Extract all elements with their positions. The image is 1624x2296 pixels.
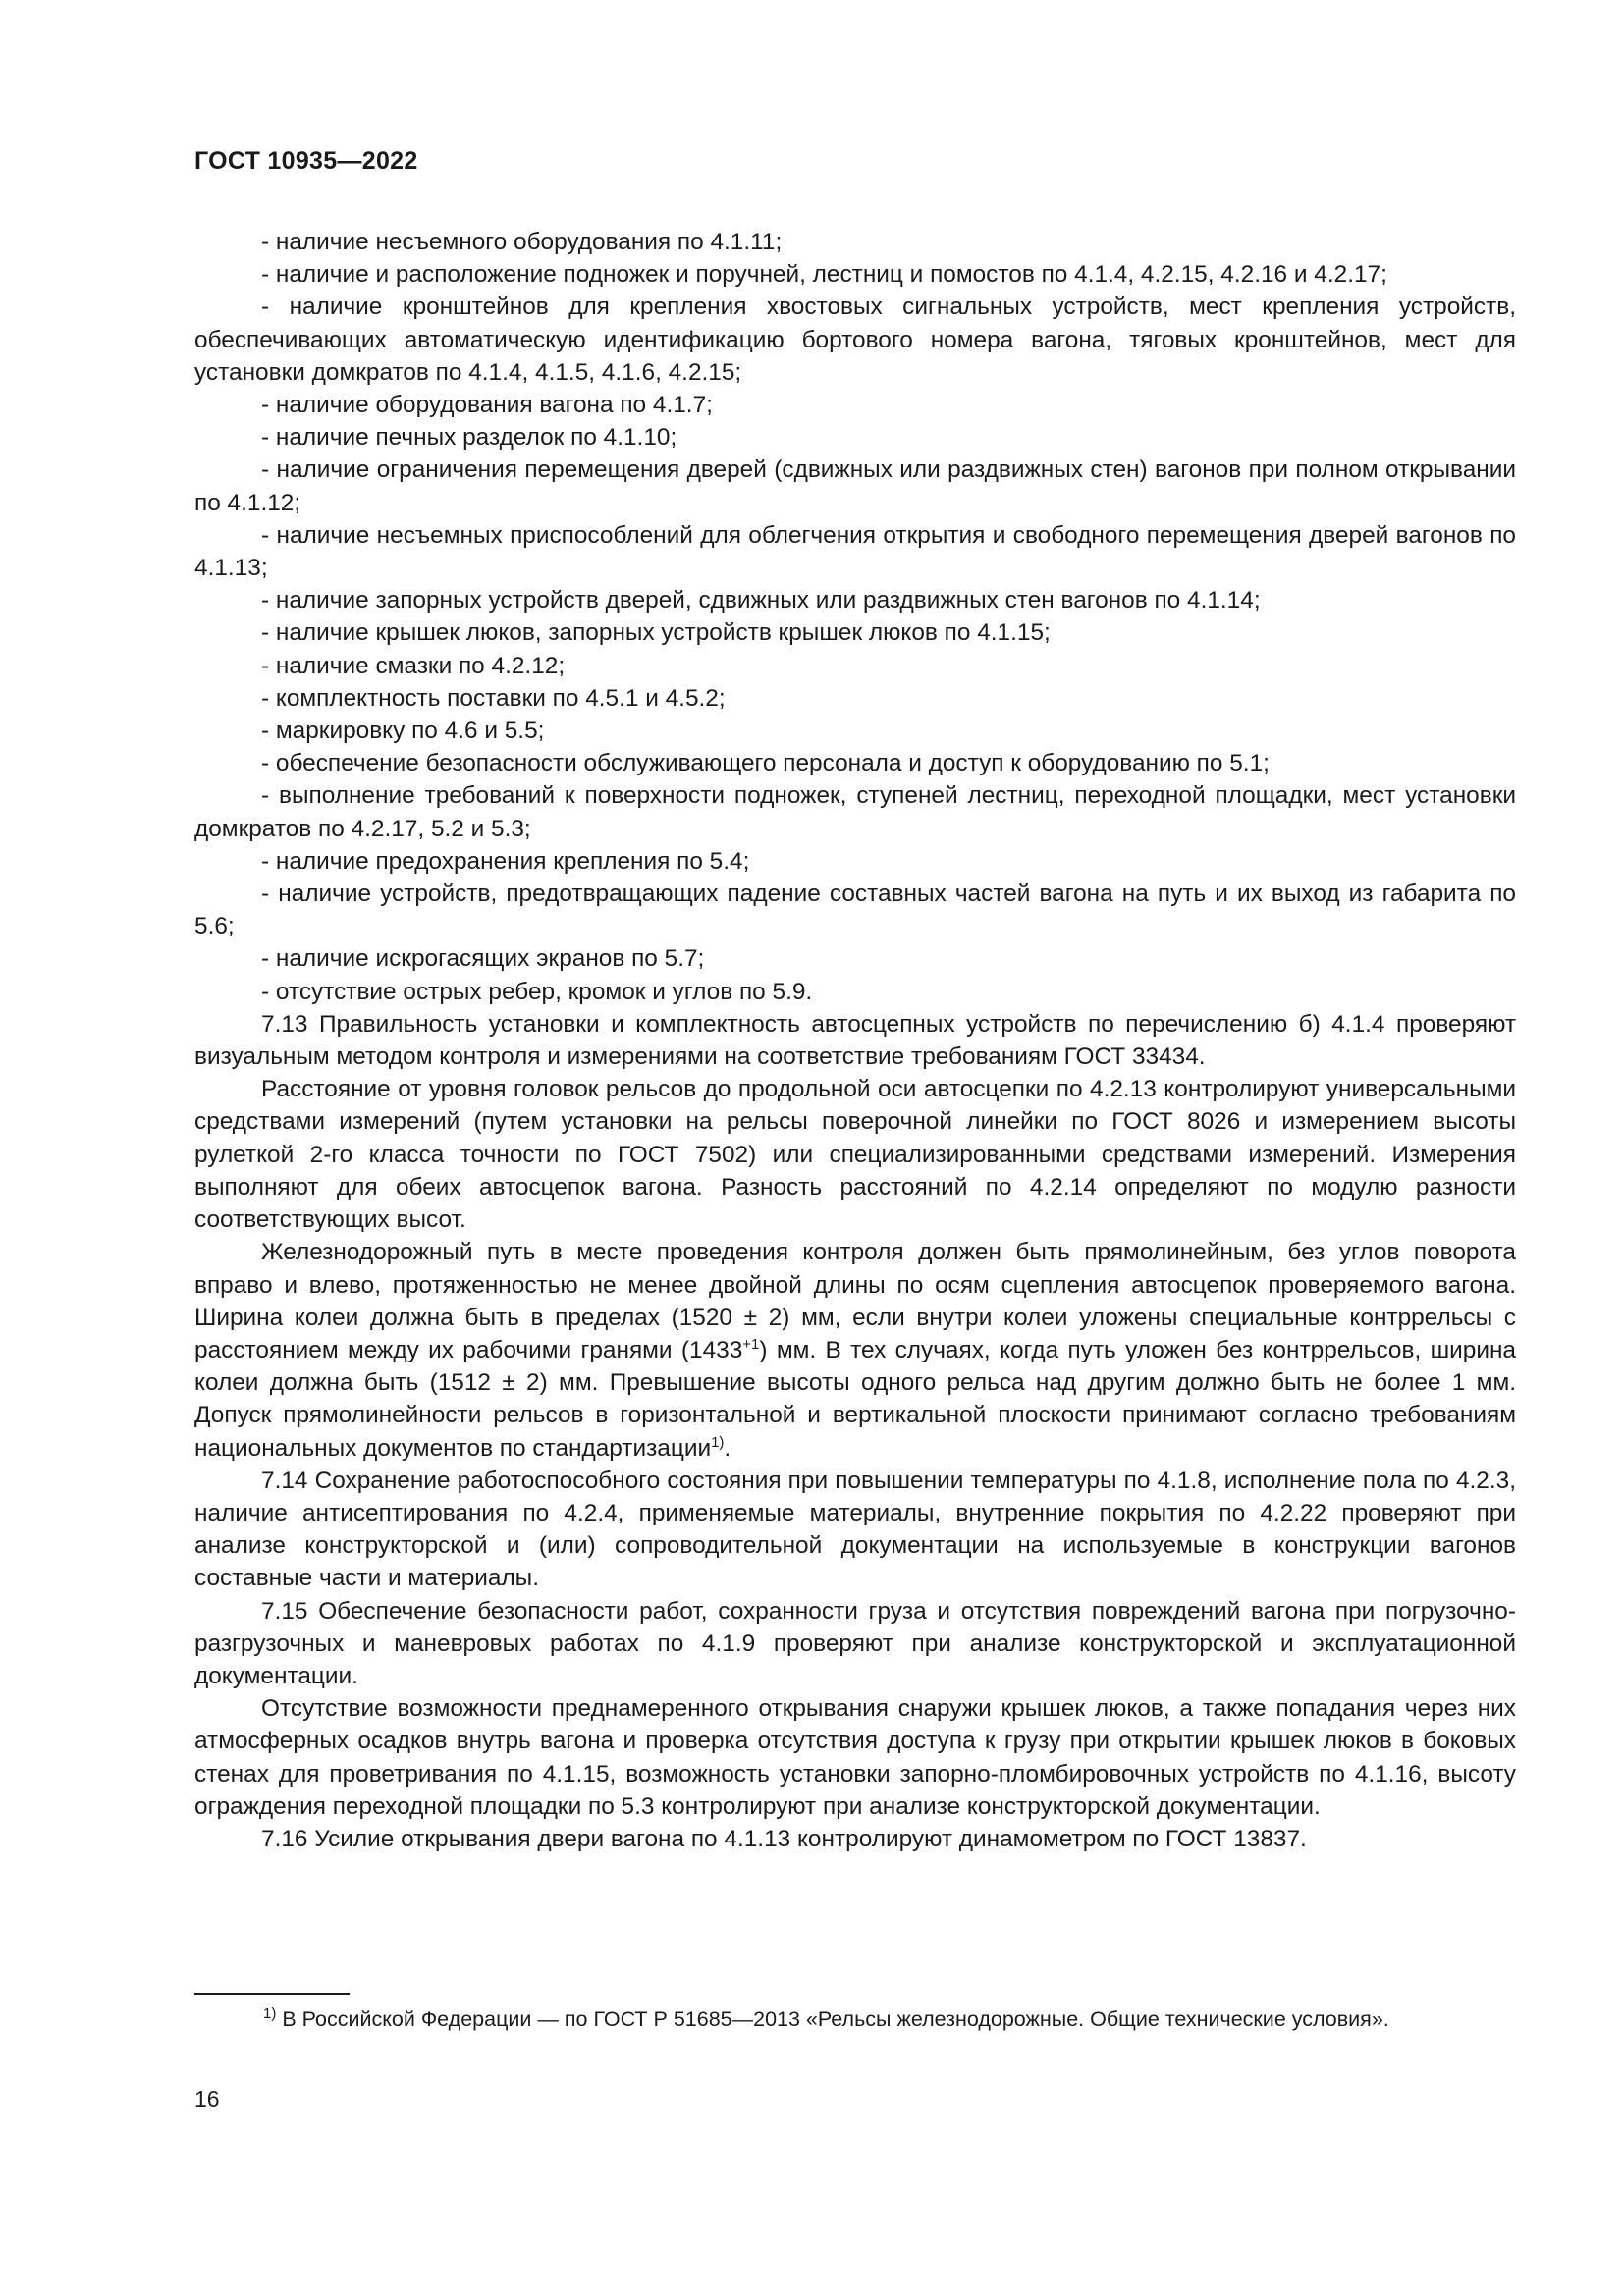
clause-7-15: 7.15 Обеспечение безопасности работ, сохранности груза и отсутствия повреждений вагона при погрузочно-разгрузочных и маневровых работах по 4.1.9 проверяют при анализе конструкторской и эксплуатационной документации. [194, 1597, 1516, 1689]
paragraph-coupler-distance: Расстояние от уровня головок рельсов до продольной оси автосцепки по 4.2.13 контролируют универсальными средствами измерений (путем установки на рельсы поверочной линейки по ГОСТ 8026 и измерением высоты рулеткой 2-го класса точности по ГОСТ 7502) или специализированными средствами измерений. Измерения выполняют для обеих автосцепок вагона. Разность расстояний по 4.2.14 определяют по модулю разности соответствующих высот. [194, 1076, 1516, 1234]
list-item: - наличие несъемных приспособлений для облегчения открытия и свободного перемещения дверей вагонов по 4.1.13; [194, 521, 1516, 582]
list-item: - обеспечение безопасности обслуживающего персонала и доступ к оборудованию по 5.1; [261, 750, 1270, 777]
list-item: - наличие смазки по 4.2.12; [261, 652, 566, 679]
footnote-text: В Российской Федерации — по ГОСТ Р 51685—2013 «Рельсы железнодорожные. Общие технические условия». [276, 2007, 1389, 2031]
list-item: - наличие ограничения перемещения дверей (сдвижных или раздвижных стен) вагонов при полном открывании по 4.1.12; [194, 456, 1516, 516]
list-item: - наличие устройств, предотвращающих падение составных частей вагона на путь и их выход из габарита по 5.6; [194, 881, 1516, 940]
list-item: - наличие крышек люков, запорных устройств крышек люков по 4.1.15; [261, 619, 1051, 647]
list-item: - наличие и расположение подножек и поручней, лестниц и помостов по 4.1.4, 4.2.15, 4.2.16 и 4.2.17; [261, 261, 1387, 289]
clause-7-16: 7.16 Усилие открывания двери вагона по 4.1.13 контролируют динамометром по ГОСТ 13837. [261, 1825, 1307, 1852]
track-text-part-1: Железнодорожный путь в месте проведения контроля должен быть прямолинейным, без углов поворота вправо и влево, протяженностью не менее двойной длины по осям сцепления автосцепок проверяемого вагона. Ширина колеи должна быть в пределах (1520 ± 2) мм, если внутри колеи уложены специальные контррельсы с расстоянием между их рабочими гранями (1433 [194, 1239, 1516, 1363]
track-text-part-2: ) мм. В тех случаях, когда путь уложен без контррельсов, ширина колеи должна быть (1512 ± 2) мм. Превышение высоты одного рельса над другим должно быть не более 1 мм. Допуск прямолинейности рельсов в горизонтальной и вертикальной плоскости принимают согласно требованиям национальных документов по стандартизации [194, 1336, 1516, 1462]
list-item: - наличие запорных устройств дверей, сдвижных или раздвижных стен вагонов по 4.1.14; [261, 587, 1261, 614]
track-text-end: . [724, 1434, 731, 1462]
document-body [194, 226, 1516, 1855]
list-item: - выполнение требований к поверхности подножек, ступеней лестниц, переходной площадки, мест установки домкратов по 4.2.17, 5.2 и 5.3; [194, 782, 1516, 842]
clause-7-14: 7.14 Сохранение работоспособного состояния при повышении температуры по 4.1.8, исполнение пола по 4.2.3, наличие антисептирования по 4.2.4, применяемые материалы, внутренние покрытия по 4.2.22 проверяют при анализе конструкторской и (или) сопроводительной документации на используемые в конструкции вагонов составные части и материалы. [194, 1467, 1516, 1592]
list-item: - наличие оборудования вагона по 4.1.7; [261, 392, 713, 419]
page-number: 16 [194, 2086, 220, 2111]
list-item: - наличие несъемного оборудования по 4.1.11; [261, 229, 783, 255]
list-item: - наличие кронштейнов для крепления хвостовых сигнальных устройств, мест крепления устройств, обеспечивающих автоматическую идентификацию бортового номера вагона, тяговых кронштейнов, мест для установки домкратов по 4.1.4, 4.1.5, 4.1.6, 4.2.15; [194, 294, 1516, 386]
clause-7-13: 7.13 Правильность установки и комплектность автосцепных устройств по перечислению б) 4.1.4 проверяют визуальным методом контроля и измерениями на соответствие требованиям ГОСТ 33434. [194, 1010, 1516, 1071]
footnote-marker: 1) [263, 2004, 277, 2022]
footnote-separator [194, 1993, 350, 1995]
list-item: - комплектность поставки по 4.5.1 и 4.5.2; [261, 684, 726, 712]
paragraph-hatch-check: Отсутствие возможности преднамеренного открывания снаружи крышек люков, а также попадания через них атмосферных осадков внутрь вагона и проверка отсутствия доступа к грузу при открытии крышек люков в боковых стенах для проветривания по 4.1.15, возможность установки запорно-пломбировочных устройств по 4.1.16, высоту ограждения переходной площадки по 5.3 контролируют при анализе конструкторской документации. [194, 1695, 1516, 1820]
list-item: - наличие искрогасящих экранов по 5.7; [261, 945, 705, 973]
list-item: - наличие предохранения крепления по 5.4; [261, 847, 750, 875]
paragraph-track-requirements [194, 1236, 1516, 1464]
list-item: - наличие печных разделок по 4.1.10; [261, 424, 677, 452]
list-item: - отсутствие острых ребер, кромок и углов по 5.9. [261, 978, 813, 1005]
list-item: - маркировку по 4.6 и 5.5; [261, 718, 545, 745]
footnote-reference: 1) [711, 1433, 725, 1451]
tolerance-superscript: +1 [742, 1335, 760, 1353]
footnote [194, 2005, 1516, 2034]
document-header: ГОСТ 10935—2022 [194, 147, 418, 175]
